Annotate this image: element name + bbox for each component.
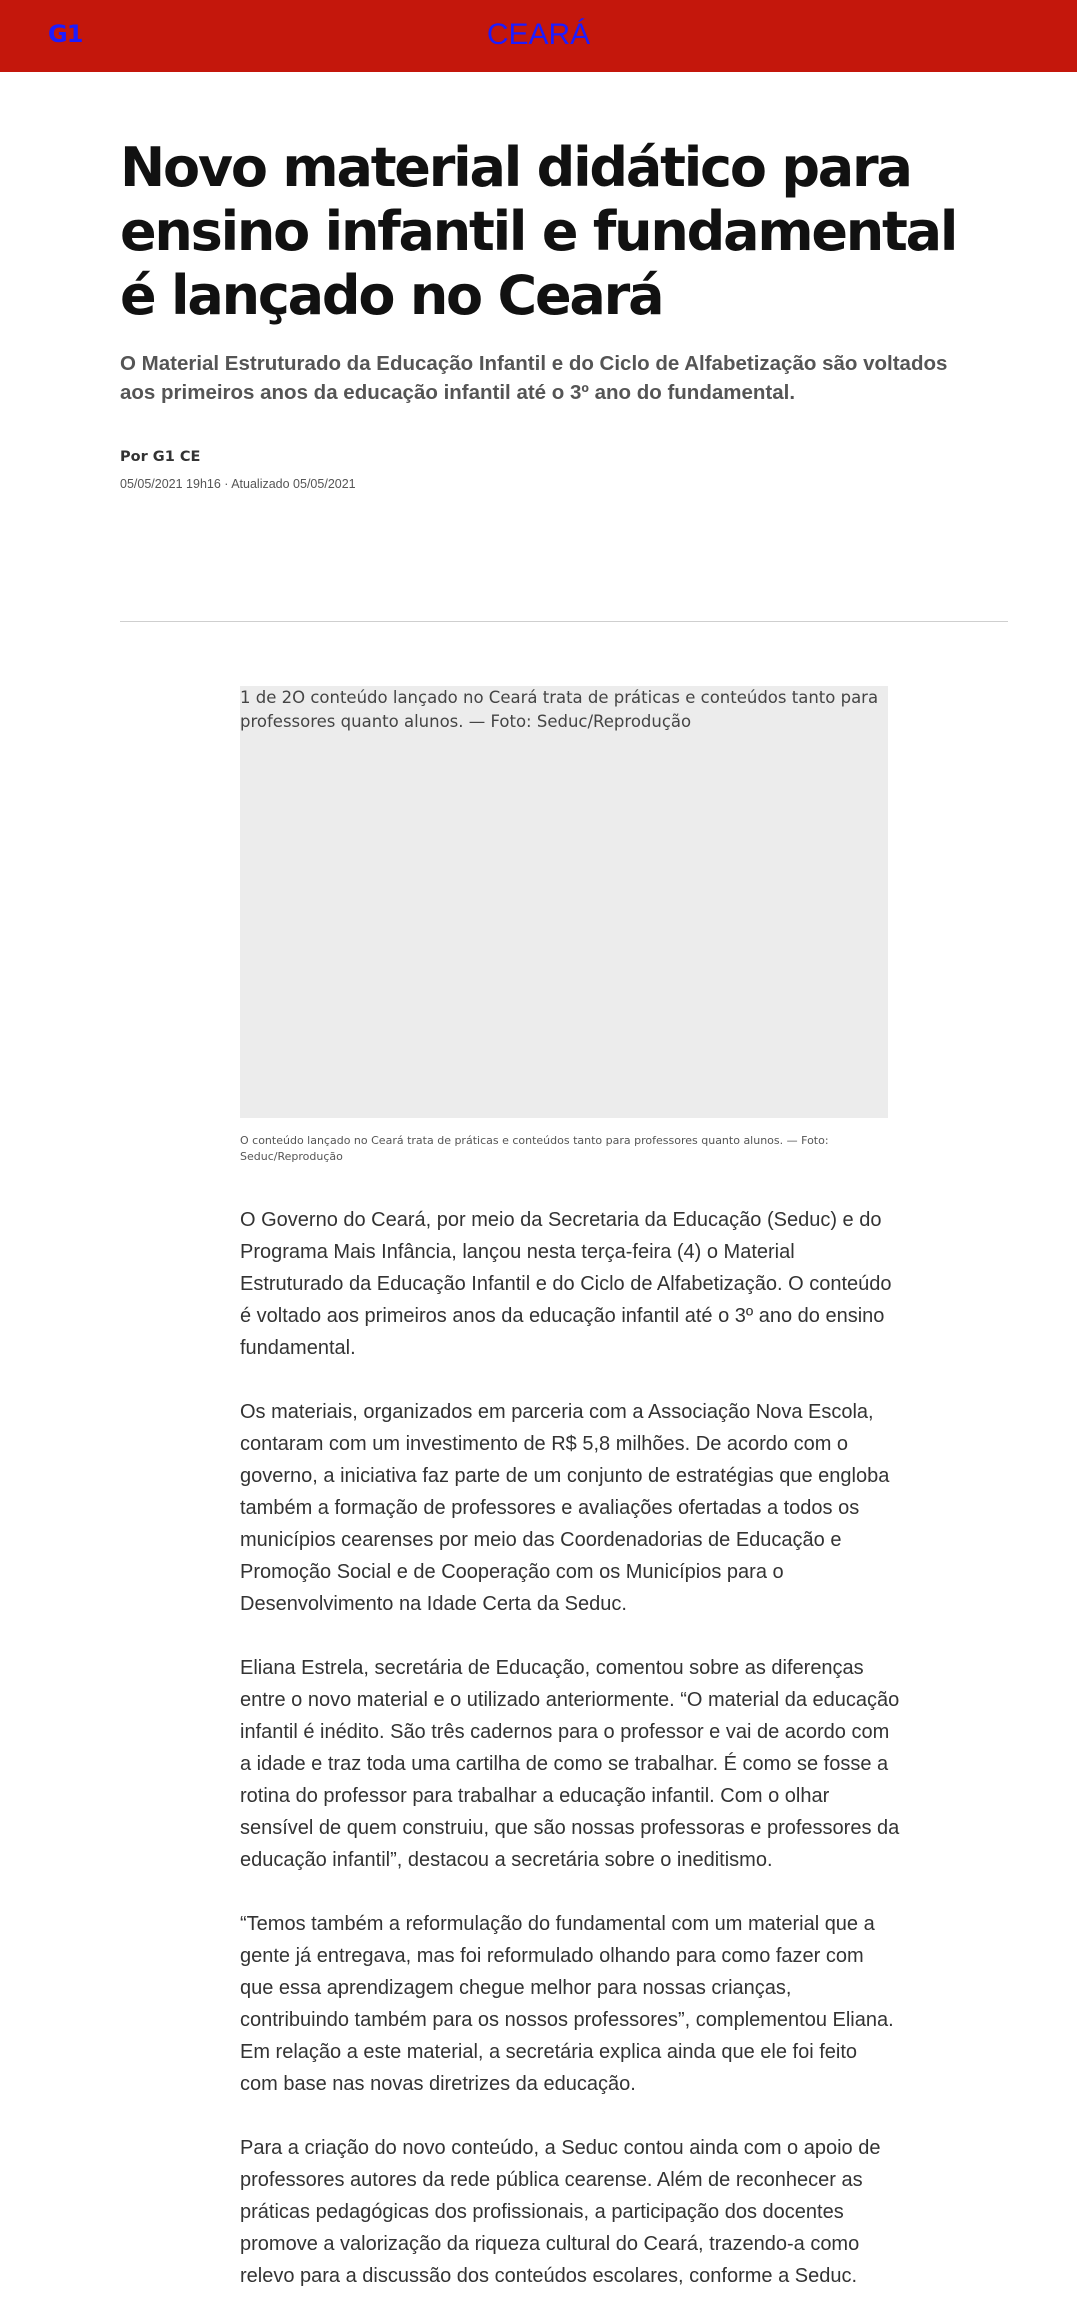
article-paragraph: O Governo do Ceará, por meio da Secretaria da Educação (Seduc) e do Programa Mais Infância, lançou nesta terça-feira (4) o Material Estruturado da Educação Infantil e do Ciclo de Alfabetização. O conteúdo é voltado aos primeiros anos da educação infantil até o 3º ano do ensino fundamental. [240, 1209, 892, 1359]
header-divider [120, 621, 1008, 622]
article-body [240, 1204, 900, 2324]
article-headline: Novo material didático para ensino infantil e fundamental é lançado no Ceará [120, 136, 957, 327]
section-title-link[interactable]: CEARÁ [486, 18, 591, 51]
photo-alt-text: 1 de 2O conteúdo lançado no Ceará trata de práticas e conteúdos tanto para professores quanto alunos. — Foto: Seduc/Reprodução [240, 688, 879, 731]
article-photo[interactable] [240, 686, 888, 1118]
article-paragraph: Para a criação do novo conteúdo, a Seduc contou ainda com o apoio de professores autores da rede pública cearense. Além de reconhecer as práticas pedagógicas dos profissionais, a participação dos docentes promove a valorização da riqueza cultural do Ceará, trazendo-a como relevo para a discussão dos conteúdos escolares, conforme a Seduc. [240, 2137, 881, 2287]
article-paragraph: “Temos também a reformulação do fundamental com um material que a gente já entregava, mas foi reformulado olhando para como fazer com que essa aprendizagem chegue melhor para nossas crianças, contribuindo também para os nossos professores”, complementou Eliana. Em relação a este material, a secretária explica ainda que ele foi feito com base nas novas diretrizes da educação. [240, 1913, 894, 2095]
article-paragraph: Eliana Estrela, secretária de Educação, comentou sobre as diferenças entre o novo material e o utilizado anteriormente. “O material da educação infantil é inédito. São três cadernos para o professor e vai de acordo com a idade e traz toda uma cartilha de como se trabalhar. É como se fosse a rotina do professor para trabalhar a educação infantil. Com o olhar sensível de quem construiu, que são nossas professoras e professores da educação infantil”, destacou a secretária sobre o ineditismo. [240, 1657, 900, 1871]
article-byline: Por G1 CE [120, 449, 201, 465]
article-subtitle: O Material Estruturado da Educação Infantil e do Ciclo de Alfabetização são voltados aos primeiros anos da educação infantil até o 3º ano do fundamental. [120, 352, 948, 404]
article-paragraph: Os materiais, organizados em parceria com a Associação Nova Escola, contaram com um investimento de R$ 5,8 milhões. De acordo com o governo, a iniciativa faz parte de um conjunto de estratégias que engloba também a formação de professores e avaliações ofertadas a todos os municípios cearenses por meio das Coordenadorias de Educação e Promoção Social e de Cooperação com os Municípios para o Desenvolvimento na Idade Certa da Seduc. [240, 1401, 890, 1615]
article-dateline: 05/05/2021 19h16 · Atualizado 05/05/2021 [120, 477, 356, 491]
site-header [0, 0, 1077, 72]
g1-logo[interactable]: G1 [48, 20, 83, 48]
photo-caption: O conteúdo lançado no Ceará trata de práticas e conteúdos tanto para professores quanto alunos. — Foto: Seduc/Reprodução [240, 1134, 829, 1163]
